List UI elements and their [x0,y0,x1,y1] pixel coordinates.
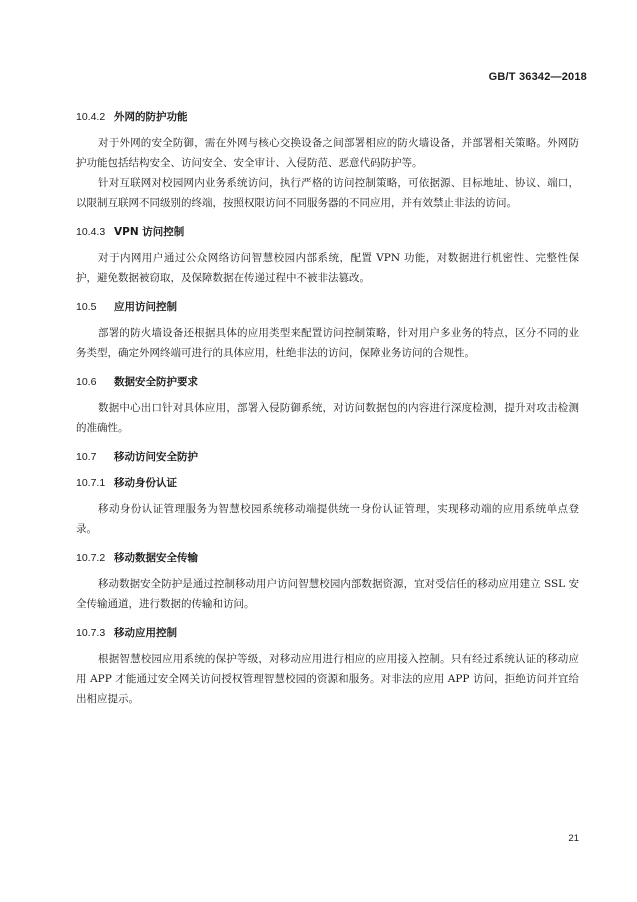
section-title: VPN 访问控制 [114,226,185,238]
section-heading [76,449,579,465]
section-title: 外网的防护功能 [114,111,188,123]
section-heading [76,109,579,125]
paragraph: 部署的防火墙设备还根据具体的应用类型来配置访问控制策略，针对用户多业务的特点，区分不同的业务类型，确定外网终端可进行的具体应用，杜绝非法的访问，保障业务访问的合规性。 [76,327,579,359]
section-heading [76,374,579,390]
section-10-6 [76,374,579,438]
section-number: 10.4.3 [76,226,106,238]
section-title: 应用访问控制 [114,301,177,313]
section-number: 10.4.2 [76,111,106,123]
section-number: 10.7.2 [76,552,106,564]
section-10-7-2 [76,550,579,614]
section-10-4-3 [76,224,579,288]
document-body [76,109,579,709]
section-heading [76,625,579,641]
section-10-5 [76,299,579,363]
paragraph: 数据中心出口针对具体应用，部署入侵防御系统，对访问数据包的内容进行深度检测，提升对攻击检测的准确性。 [76,402,579,434]
section-title: 移动应用控制 [114,627,177,639]
section-title: 移动身份认证 [114,477,177,489]
section-number: 10.6 [76,376,97,388]
section-heading [76,550,579,566]
section-number: 10.7 [76,451,97,463]
section-heading [76,299,579,315]
section-10-7 [76,449,579,465]
paragraph: 移动身份认证管理服务为智慧校园系统移动端提供统一身份认证管理，实现移动端的应用系统单点登录。 [76,503,579,535]
section-number: 10.7.3 [76,627,106,639]
section-number: 10.7.1 [76,477,106,489]
paragraph: 根据智慧校园应用系统的保护等级，对移动应用进行相应的应用接入控制。只有经过系统认证的移动应用 APP 才能通过安全网关访问授权管理智慧校园的资源和服务。对非法的应用 APP 访问，拒绝访问并宜给出相应提示。 [76,653,579,705]
paragraph: 对于内网用户通过公众网络访问智慧校园内部系统，配置 VPN 功能，对数据进行机密性、完整性保护，避免数据被窃取，及保障数据在传递过程中不被非法篡改。 [76,252,579,284]
paragraph: 针对互联网对校园网内业务系统访问，执行严格的访问控制策略，可依据源、目标地址、协议、端口，以限制互联网不同级别的终端，按照权限访问不同服务器的不同应用，并有效禁止非法的访问。 [76,177,579,209]
section-10-4-2 [76,109,579,213]
standard-code: GB/T 36342—2018 [488,71,587,83]
section-title: 移动访问安全防护 [114,451,198,463]
section-10-7-3 [76,625,579,709]
section-number: 10.5 [76,301,97,313]
section-heading [76,224,579,240]
section-title: 移动数据安全传输 [114,552,198,564]
section-10-7-1 [76,475,579,539]
page-number: 21 [568,833,579,844]
paragraph: 移动数据安全防护是通过控制移动用户访问智慧校园内部数据资源，宜对受信任的移动应用建立 SSL 安全传输通道，进行数据的传输和访问。 [76,578,579,610]
section-title: 数据安全防护要求 [114,376,198,388]
section-heading [76,475,579,491]
paragraph: 对于外网的安全防御，需在外网与核心交换设备之间部署相应的防火墙设备，并部署相关策略。外网防护功能包括结构安全、访问安全、安全审计、入侵防范、恶意代码防护等。 [76,137,579,169]
